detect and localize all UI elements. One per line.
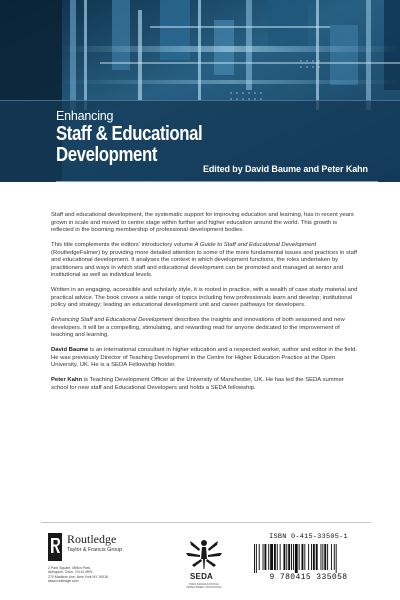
publisher-address: 2 Park Square, Milton Park, Abingdon, Oxon, OX14 4RN 270 Madison Ave, New York NY 10016 www.routledge.com (48, 566, 108, 584)
title-line-2: Staff & Educational (56, 122, 203, 145)
barcode-icon (254, 544, 363, 573)
back-cover-blurb (51, 212, 361, 392)
blurb-paragraph-1: Staff and educational development, the systematic support for improving education and learning, has in recent years grown in scale and moved to centre stage within further and higher education around the world. This growth is reflected in the booming membership of professional development bodies. (51, 212, 354, 234)
publisher-group: Taylor & Francis Group (67, 547, 123, 553)
book-title (56, 110, 234, 165)
seda-label: SEDA (190, 572, 214, 581)
editor-bio-baume: David Baume is an international consultant in higher education and a respected worker, author and editor in the field. He was previously Director of Teaching Development in the Centre for Higher Education Practice at the Open University, UK. He is a SEDA Fellowship holder. (51, 347, 357, 369)
editors-credit: Edited by David Baume and Peter Kahn (203, 164, 368, 174)
blurb-paragraph-4: Enhancing Staff and Educational Development describes the insights and innovations of both seasoned and new developers. It will be a compelling, stimulating, and rewarding read for anyone dedicated to the improvement of teaching and learning. (51, 317, 345, 339)
editor-name-kahn: Peter Kahn (51, 377, 83, 384)
seda-figure-icon (178, 537, 230, 571)
routledge-logo-icon (48, 533, 62, 561)
publisher-name: Routledge (67, 532, 117, 546)
seda-logo (176, 537, 232, 595)
blurb-paragraph-3: Written in an engaging, accessible and scholarly style, it is rooted in practice, with a wealth of case study material and practical advice. The book covers a wide range of topics including how professionals learn and develop; institutional policy and strategy; leading an educational development unit and career pathways for developers. (51, 287, 358, 309)
editor-bio-kahn: Peter Kahn is Teaching Development Officer at the University of Manchester, UK. He has led the SEDA summer school for new staff and Educational Developers and holds a SEDA fellowship. (51, 377, 344, 391)
title-line-3: Development (56, 143, 158, 166)
book-title-italic: Enhancing Staff and Educational Development (51, 317, 173, 324)
isbn-number: ISBN 0-415-33505-1 (269, 533, 348, 541)
isbn-barcode-block (250, 532, 367, 586)
book-reference-title: A Guide to Staff and Educational Development (194, 241, 317, 248)
title-line-1: Enhancing (56, 109, 114, 123)
footer-divider (41, 522, 371, 523)
editor-name-baume: David Baume (51, 347, 89, 354)
title-divider (56, 181, 378, 182)
seda-subtitle: STAFF AND EDUCATIONAL DEVELOPMENT ASSOCIATION (186, 583, 222, 589)
blurb-paragraph-2: This title complements the editors' introductory volume A Guide to Staff and Educational Development (RoutledgeFalmer) by providing more detailed attention to some of the more fundamental issues and practices in staff and educational development. It analyses the context in which development functions, the roles undertaken by practitioners and ways in which staff and educational development can be promoted and managed at senior and institutional as well as individual levels. (51, 241, 358, 279)
ean-number: 9 780415 335058 (269, 573, 348, 582)
cover-header (0, 0, 400, 182)
